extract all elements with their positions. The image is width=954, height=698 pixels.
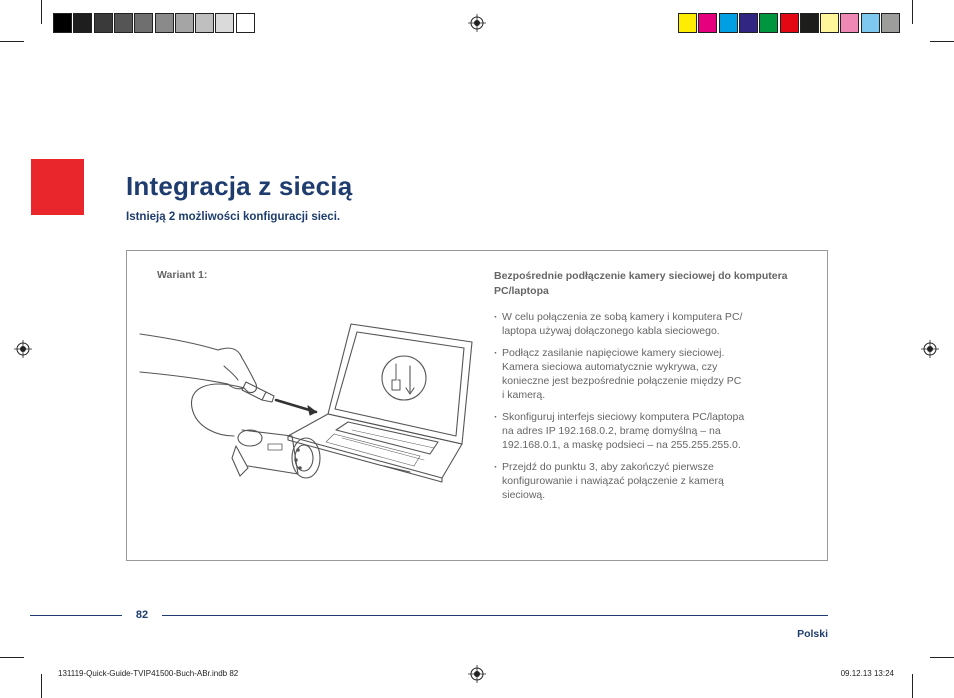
language-label: Polski xyxy=(797,628,828,640)
color-swatch xyxy=(759,13,778,33)
color-swatch xyxy=(739,13,758,33)
color-swatch xyxy=(215,13,234,33)
color-swatch xyxy=(94,13,113,33)
page-subtitle: Istnieją 2 możliwości konfiguracji sieci. xyxy=(126,211,341,223)
chapter-tab xyxy=(31,159,84,215)
color-swatch xyxy=(134,13,153,33)
print-slug-file: 131119-Quick-Guide-TVIP41500-Buch-ABr.indb 82 xyxy=(58,669,239,678)
color-swatch xyxy=(678,13,697,33)
color-swatch xyxy=(820,13,839,33)
color-swatch xyxy=(175,13,194,33)
registration-mark-icon xyxy=(14,340,32,358)
color-swatch xyxy=(114,13,133,33)
instruction-list xyxy=(494,310,794,510)
color-swatch xyxy=(840,13,859,33)
instruction-item: · Przejdź do punktu 3, aby zakończyć pierwsze konfigurowanie i nawiązać połączenie z kamerą sieciową. xyxy=(494,460,794,502)
color-swatch xyxy=(73,13,92,33)
color-swatch xyxy=(780,13,799,33)
instruction-item: · Skonfiguruj interfejs sieciowy komputera PC/laptopa na adres IP 192.168.0.2, bramę domyślną – na 192.168.0.1, a maskę podsieci – na 255.255.255.0. xyxy=(494,410,794,452)
color-swatch xyxy=(53,13,72,33)
instruction-item: · Podłącz zasilanie napięciowe kamery sieciowej. Kamera sieciowa automatycznie wykrywa, czy konieczne jest bezpośrednie połączenie między PC i kamerą. xyxy=(494,346,794,402)
color-swatch xyxy=(698,13,717,33)
section-heading: Bezpośrednie podłączenie kamery sieciowej do komputera PC/laptopa xyxy=(494,270,788,297)
instruction-item: · W celu połączenia ze sobą kamery i komputera PC/ laptopa używaj dołączonego kabla sieciowego. xyxy=(494,310,794,338)
registration-mark-icon xyxy=(921,340,939,358)
variant-label: Wariant 1: xyxy=(157,269,208,281)
color-swatch xyxy=(236,13,255,33)
camera-laptop-illustration xyxy=(138,318,478,488)
print-slug-date: 09.12.13 13:24 xyxy=(840,669,894,678)
color-swatch xyxy=(881,13,900,33)
color-swatch xyxy=(861,13,880,33)
color-swatch xyxy=(155,13,174,33)
registration-mark-icon xyxy=(468,665,486,683)
page-number: 82 xyxy=(130,609,154,621)
page-title: Integracja z siecią xyxy=(126,171,353,201)
registration-mark-icon xyxy=(468,14,486,32)
color-swatch xyxy=(719,13,738,33)
color-swatch xyxy=(195,13,214,33)
color-swatch xyxy=(800,13,819,33)
